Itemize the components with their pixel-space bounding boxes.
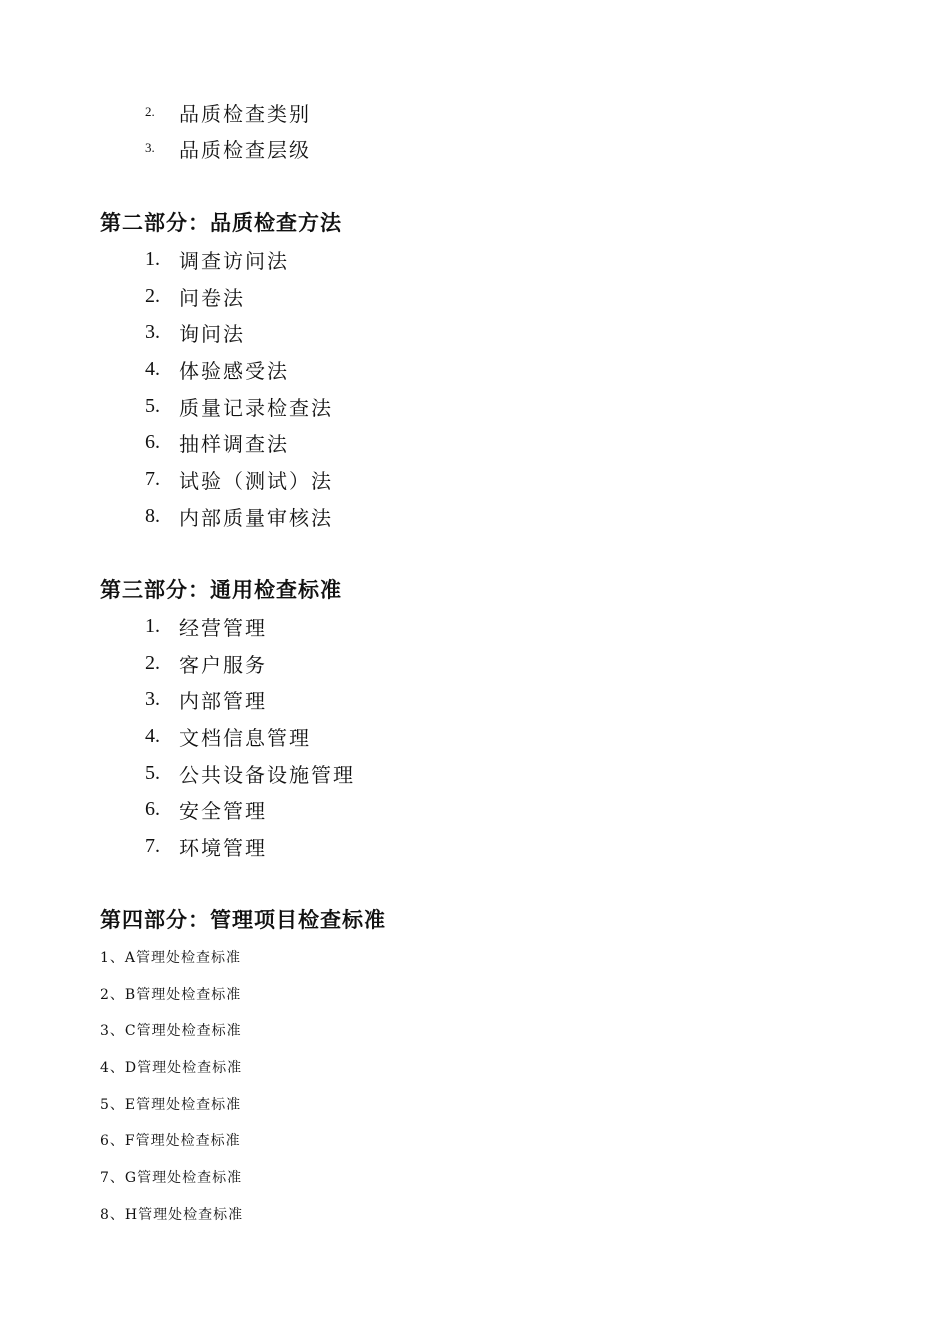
item-number: 6. — [145, 430, 160, 453]
part3-item — [145, 648, 267, 678]
item-number: 2. — [145, 104, 155, 119]
item-number: 4. — [145, 357, 160, 380]
part2-item — [145, 501, 333, 531]
item-number: 3. — [145, 140, 155, 155]
item-text: 客户服务 — [179, 652, 267, 677]
item-text: 品质检查类别 — [179, 101, 311, 126]
part4-item: 7、G管理处检查标准 — [100, 1170, 243, 1186]
item-number: 1. — [145, 614, 160, 637]
part3-item — [145, 758, 355, 788]
item-number: 3. — [145, 320, 160, 343]
part2-item — [145, 317, 245, 347]
part4-item: 5、E管理处检查标准 — [100, 1097, 242, 1113]
item-text: 试验（测试）法 — [179, 468, 333, 493]
item-text: 安全管理 — [179, 798, 267, 823]
item-number: 2. — [145, 651, 160, 674]
item-number: 3. — [145, 687, 160, 710]
part4-item: 6、F管理处检查标准 — [100, 1133, 241, 1149]
part2-item — [145, 244, 289, 274]
item-text: 询问法 — [179, 321, 245, 346]
item-text: 公共设备设施管理 — [179, 762, 355, 787]
item-text: 文档信息管理 — [179, 725, 311, 750]
part3-item — [145, 684, 267, 714]
item-text: 品质检查层级 — [179, 137, 311, 162]
item-number: 5. — [145, 394, 160, 417]
item-text: 质量记录检查法 — [179, 395, 333, 420]
part1-item-2 — [145, 97, 311, 127]
part4-item: 4、D管理处检查标准 — [100, 1060, 243, 1076]
item-text: 抽样调查法 — [179, 431, 289, 456]
part2-item — [145, 354, 289, 384]
item-number: 7. — [145, 834, 160, 857]
item-text: 内部管理 — [179, 688, 267, 713]
item-number: 4. — [145, 724, 160, 747]
part2-item — [145, 391, 333, 421]
item-number: 6. — [145, 797, 160, 820]
item-number: 5. — [145, 761, 160, 784]
item-number: 7. — [145, 467, 160, 490]
item-number: 1. — [145, 247, 160, 270]
item-text: 调查访问法 — [179, 248, 289, 273]
item-text: 问卷法 — [179, 285, 245, 310]
part1-item-3 — [145, 133, 311, 163]
item-text: 内部质量审核法 — [179, 505, 333, 530]
part3-item — [145, 721, 311, 751]
part2-item — [145, 464, 333, 494]
part2-item — [145, 281, 245, 311]
part4-item: 8、H管理处检查标准 — [100, 1207, 244, 1223]
part3-heading: 第三部分：通用检查标准 — [100, 577, 342, 602]
item-text: 经营管理 — [179, 615, 267, 640]
item-text: 环境管理 — [179, 835, 267, 860]
item-text: 体验感受法 — [179, 358, 289, 383]
item-number: 8. — [145, 504, 160, 527]
part2-heading: 第二部分：品质检查方法 — [100, 210, 342, 235]
part4-item: 2、B管理处检查标准 — [100, 987, 242, 1003]
item-number: 2. — [145, 284, 160, 307]
part3-item — [145, 611, 267, 641]
part3-item — [145, 831, 267, 861]
part4-item: 1、A管理处检查标准 — [100, 950, 242, 966]
part4-heading: 第四部分：管理项目检查标准 — [100, 907, 386, 932]
part4-item: 3、C管理处检查标准 — [100, 1023, 242, 1039]
part2-item — [145, 427, 289, 457]
part3-item — [145, 794, 267, 824]
